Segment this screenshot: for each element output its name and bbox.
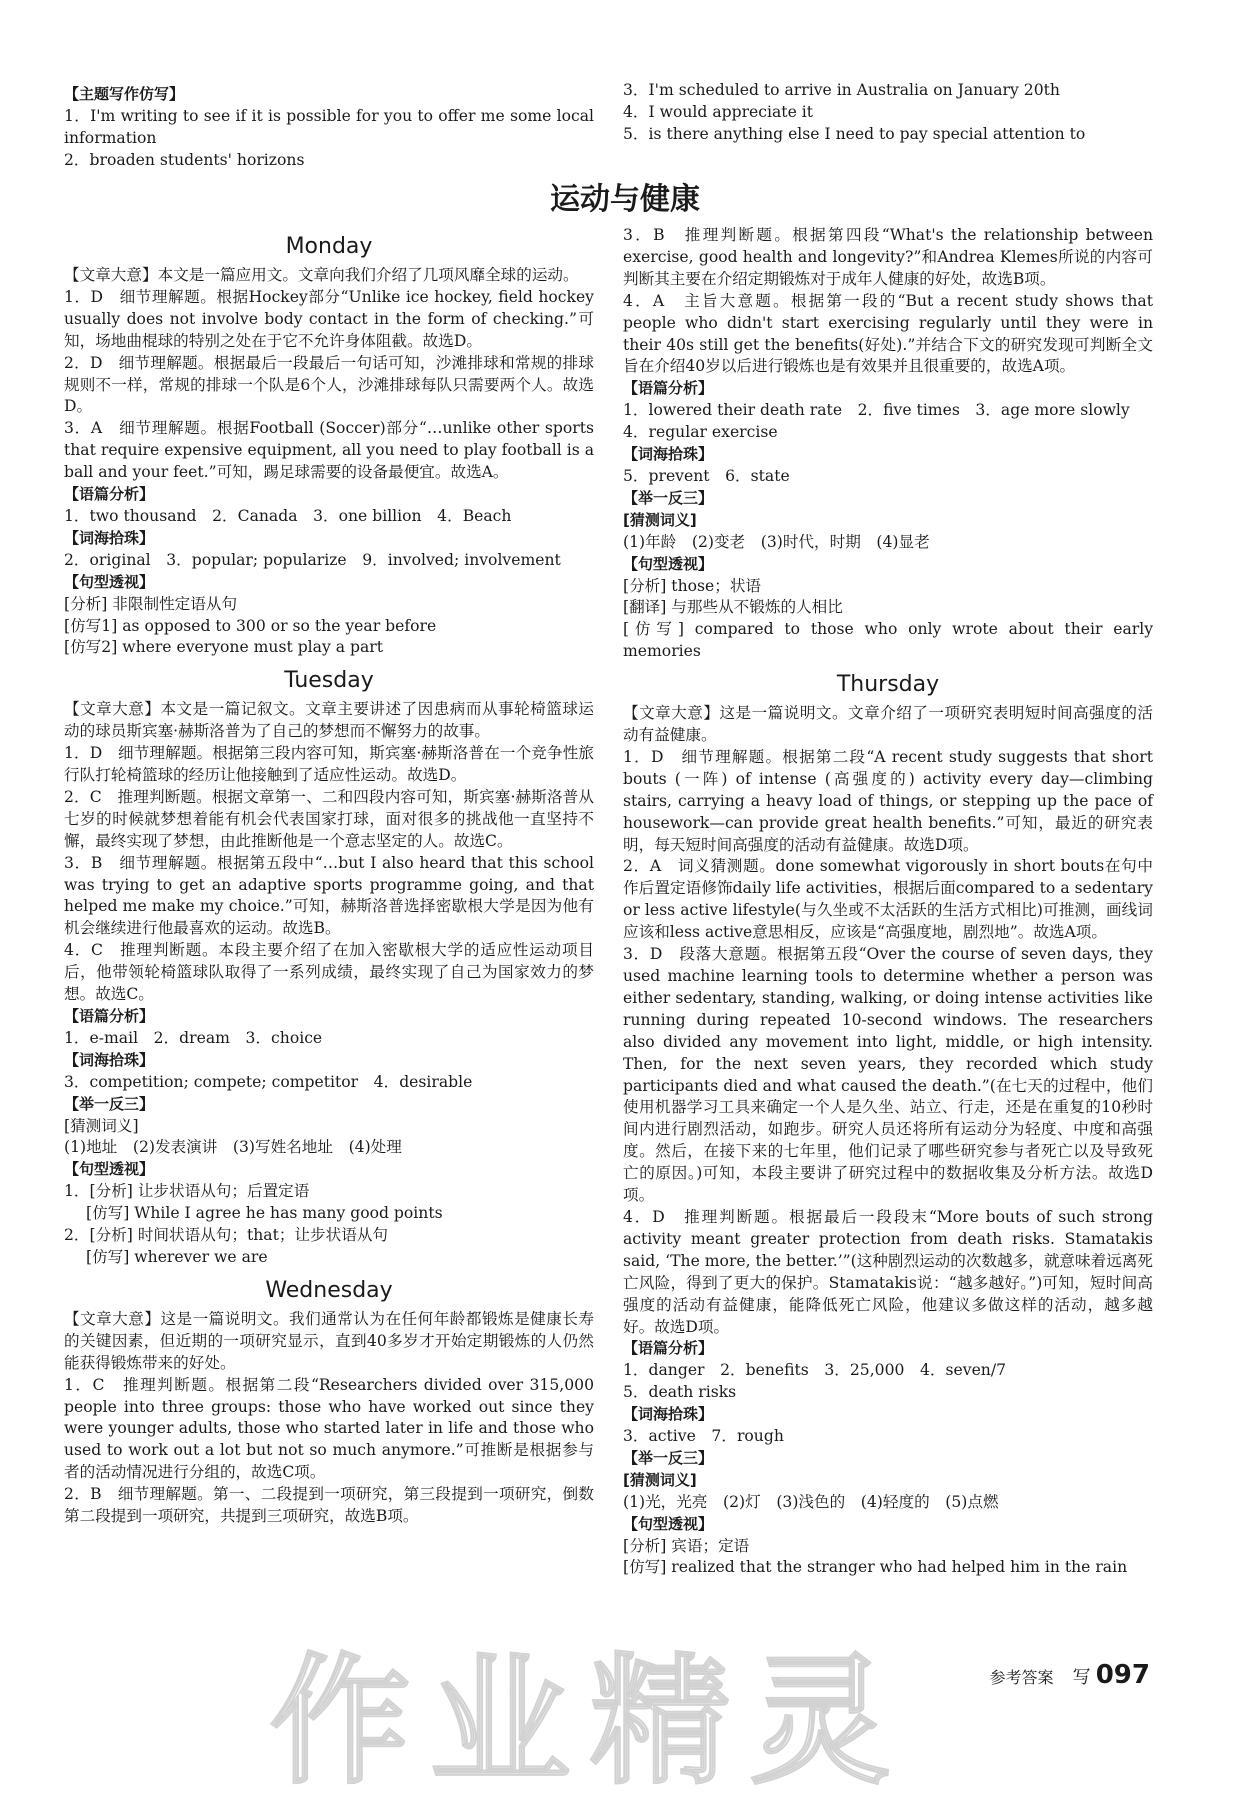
wednesday-para: 【文章大意】这是一篇说明文。我们通常认为在任何年龄都锻炼是健康长寿的关键因素，但近期的一项研究显示，直到40多岁才开始定期锻炼的人仍然能获得锻炼带来的好处。: [64, 1309, 594, 1372]
thursday-tag: 【词海拾珠】: [623, 1405, 714, 1424]
tuesday-tag: 【举一反三】: [64, 1094, 155, 1113]
thursday-para: (1)光，光亮 (2)灯 (3)浅色的 (4)轻度的 (5)点燃: [623, 1492, 999, 1511]
monday-para: 2．original 3．popular; popularize 9．involved; involvement: [64, 550, 561, 569]
page-footer: [990, 1660, 1150, 1690]
monday-tag: 【词海拾珠】: [64, 528, 155, 547]
thursday-para: [仿写] realized that the stranger who had helped him in the rain: [623, 1558, 1128, 1577]
top-right-line-5: 5．is there anything else I need to pay special attention to: [623, 124, 1086, 143]
monday-para: 3．A 细节理解题。根据Football (Soccer)部分“…unlike other sports that require expensive equipment, all you need to play football is a ball and your feet.”可知，踢足球需要的设备最便宜。故选A。: [64, 419, 594, 482]
right-column: [623, 225, 1153, 1579]
thursday-tag: [猜测词义]: [623, 1470, 697, 1489]
thursday-para: 【文章大意】这是一篇说明文。文章介绍了一项研究表明短时间高强度的活动有益健康。: [623, 704, 1153, 745]
top-right-block: [623, 80, 1153, 146]
thursday-para: 1．D 细节理解题。根据第二段“A recent study suggests that short bouts (一阵) of intense (高强度的) activity every day—climbing stairs, carrying a heavy load of things, or stepping up the pace of housework—can provide great health benefits.”可知，最近的研究表明，每天短时间高强度的活动有益健康。故选D项。: [623, 747, 1153, 854]
thursday-para: 4．D 推理判断题。根据最后一段段末“More bouts of such strong activity meant greater protection from death risks. Stamatakis said, ‘The more, the better.’”(这种剧烈运动的次数越多，就意味着远离死亡风险，得到了更大的保护。Stamatakis说：“越多越好。”)可知，短时间高强度的活动有益健康，能降低死亡风险，他建议多做这样的活动，越多越好。故选D项。: [623, 1207, 1153, 1336]
left-column: [64, 225, 594, 1528]
wednesday-tag: [猜测词义]: [623, 510, 697, 529]
wednesday-para: [分析] those；状语: [623, 576, 762, 595]
watermark-logo: 作业精灵: [270, 1641, 911, 1804]
day-heading-wednesday: Wednesday: [265, 1277, 393, 1303]
footer-label: 参考答案: [989, 1668, 1054, 1687]
top-left-line-1: 1．I'm writing to see if it is possible for you to offer me some local information: [64, 106, 594, 147]
wednesday-para: [翻译] 与那些从不锻炼的人相比: [623, 598, 843, 617]
tuesday-para: [猜测词义]: [64, 1116, 139, 1135]
tuesday-para: 1．[分析] 让步状语从句；后置定语: [64, 1182, 310, 1201]
tuesday-tag: 【语篇分析】: [64, 1007, 155, 1025]
thursday-para: 2．A 词义猜测题。done somewhat vigorously in short bouts在句中作后置定语修饰daily life activities，根据后面compared to a sedentary or less active lifestyle(与久坐或不太活跃的生活方式相比)可推测，画线词应该和less active意思相反，应该是“高强度地，剧烈地”。故选A项。: [623, 857, 1153, 942]
section-title: 运动与健康: [550, 182, 700, 217]
wednesday-para: 1．lowered their death rate 2．five times 3．age more slowly: [623, 401, 1130, 420]
wednesday-para: 5．prevent 6．state: [623, 466, 790, 485]
wednesday-para: 1．C 推理判断题。根据第二段“Researchers divided over 315,000 people into three groups: those who have worked out since they were younger adults, those who started later in life and those who used to work out a lot but not so much anymore.”可推断是根据参与者的活动情况进行分组的，故选C项。: [64, 1375, 594, 1482]
top-left-line-2: 2．broaden students' horizons: [64, 150, 305, 169]
wednesday-tag: 【语篇分析】: [623, 379, 714, 398]
wednesday-para: 2．B 细节理解题。第一、二段提到一项研究，第三段提到一项研究，倒数第二段提到一项研究，共提到三项研究，故选B项。: [64, 1485, 594, 1526]
wednesday-para: 4．regular exercise: [623, 423, 778, 442]
thursday-tag: 【句型透视】: [623, 1514, 714, 1533]
thursday-tag: 【语篇分析】: [623, 1339, 714, 1358]
tuesday-para: 3．B 细节理解题。根据第五段中“…but I also heard that this school was trying to get an adaptive sports programme going, and that helped me make my choice.”可知，赫斯洛普选择密歇根大学是因为他有机会继续进行他最喜欢的运动。故选B。: [64, 853, 594, 938]
monday-para: 1．two thousand 2．Canada 3．one billion 4．Beach: [64, 506, 512, 525]
thursday-para: 3．active 7．rough: [623, 1427, 784, 1446]
thursday-para: 5．death risks: [623, 1383, 737, 1402]
tuesday-para: [仿写] wherever we are: [86, 1247, 268, 1266]
tuesday-para: [仿写] While I agree he has many good points: [86, 1204, 443, 1223]
tuesday-para: 4．C 推理判断题。本段主要介绍了在加入密歇根大学的适应性运动项目后，他带领轮椅篮球队取得了一系列成绩，最终实现了自己为国家效力的梦想。故选C。: [64, 941, 594, 1004]
top-left-block: [64, 84, 594, 172]
footer-section: 写: [1072, 1667, 1091, 1688]
wednesday-para: 4．A 主旨大意题。根据第一段的“But a recent study shows that people who didn't start exercising regularly until they were in their 40s still get the benefits(好处).”并结合下文的研究发现可判断全文旨在介绍40岁以后进行锻炼也是有效果并且很重要的，故选A项。: [623, 291, 1153, 376]
tuesday-para: 3．competition; compete; competitor 4．desirable: [64, 1072, 473, 1091]
monday-para: 【文章大意】本文是一篇应用文。文章向我们介绍了几项风靡全球的运动。: [64, 266, 579, 284]
wednesday-tag: 【举一反三】: [623, 488, 714, 507]
wednesday-tag: 【句型透视】: [623, 554, 714, 573]
tuesday-para: 【文章大意】本文是一篇记叙文。文章主要讲述了因患病而从事轮椅篮球运动的球员斯宾塞·赫斯洛普为了自己的梦想而不懈努力的故事。: [64, 700, 594, 741]
tuesday-tag: 【句型透视】: [64, 1160, 155, 1179]
monday-para: 1．D 细节理解题。根据Hockey部分“Unlike ice hockey, field hockey usually does not involve body contact in the form of checking.”可知，场地曲棍球的特别之处在于它不允许身体阻截。故选D。: [64, 287, 594, 350]
tuesday-para: 1．e-mail 2．dream 3．choice: [64, 1028, 323, 1047]
day-heading-monday: Monday: [285, 234, 373, 259]
wednesday-para: 3．B 推理判断题。根据第四段“What's the relationship between exercise, good health and longevity?”和Andrea Klemes所说的内容可判断其主要在介绍定期锻炼对于成年人健康的好处，故选B项。: [623, 226, 1153, 288]
monday-para: [仿写2] where everyone must play a part: [64, 638, 383, 657]
top-left-heading: 【主题写作仿写】: [64, 85, 185, 103]
wednesday-para: [仿写] compared to those who only wrote about their early memories: [623, 620, 1153, 661]
tuesday-para: (1)地址 (2)发表演讲 (3)写姓名地址 (4)处理: [64, 1138, 402, 1157]
monday-para: [分析] 非限制性定语从句: [64, 594, 238, 613]
monday-tag: 【语篇分析】: [64, 485, 155, 504]
top-right-line-3: 3．I'm scheduled to arrive in Australia on January 20th: [623, 81, 1060, 99]
wednesday-para: (1)年龄 (2)变老 (3)时代，时期 (4)显老: [623, 532, 930, 551]
page-number: 097: [1095, 1660, 1150, 1690]
top-right-line-4: 4．I would appreciate it: [623, 102, 814, 121]
wednesday-tag: 【词海拾珠】: [623, 445, 714, 464]
thursday-para: 1．danger 2．benefits 3．25,000 4．seven/7: [623, 1361, 1007, 1380]
day-heading-thursday: Thursday: [836, 672, 940, 698]
monday-para: [仿写1] as opposed to 300 or so the year before: [64, 616, 437, 635]
thursday-para: [分析] 宾语；定语: [623, 1536, 750, 1555]
monday-tag: 【句型透视】: [64, 572, 155, 591]
tuesday-tag: 【词海拾珠】: [64, 1050, 155, 1069]
thursday-tag: 【举一反三】: [623, 1448, 714, 1467]
tuesday-para: 2．C 推理判断题。根据文章第一、二和四段内容可知，斯宾塞·赫斯洛普从七岁的时候就梦想着能有机会代表国家打球，面对很多的挑战他一直坚持不懈，最终实现了梦想，由此推断他是一个意志坚定的人。故选C。: [64, 787, 594, 850]
tuesday-para: 1．D 细节理解题。根据第三段内容可知，斯宾塞·赫斯洛普在一个竞争性旅行队打轮椅篮球的经历让他接触到了适应性运动。故选D。: [64, 744, 594, 785]
monday-para: 2．D 细节理解题。根据最后一段最后一句话可知，沙滩排球和常规的排球规则不一样，常规的排球一个队是6个人，沙滩排球每队只需要两个人。故选D。: [64, 353, 594, 416]
thursday-para: 3．D 段落大意题。根据第五段“Over the course of seven days, they used machine learning tools to determine whether a person was either sedentary, standing, walking, or doing intense activities like running during repeated 10-second windows. The researchers also divided any movement into light, middle, or high intensity. Then, for the next seven years, they recorded which study participants died and what caused the death.”(在七天的过程中，他们使用机器学习工具来确定一个人是久坐、站立、行走，还是在重复的10秒时间内进行剧烈活动，如跑步。研究人员还将所有运动分为轻度、中度和高强度。然后，在接下来的七年里，他们记录了哪些研究参与者死亡以及导致死亡的原因。)可知，本段主要讲了研究过程中的数据收集及分析方法。故选D项。: [623, 945, 1153, 1205]
tuesday-para: 2．[分析] 时间状语从句；that；让步状语从句: [64, 1226, 389, 1245]
day-heading-tuesday: Tuesday: [284, 668, 374, 694]
